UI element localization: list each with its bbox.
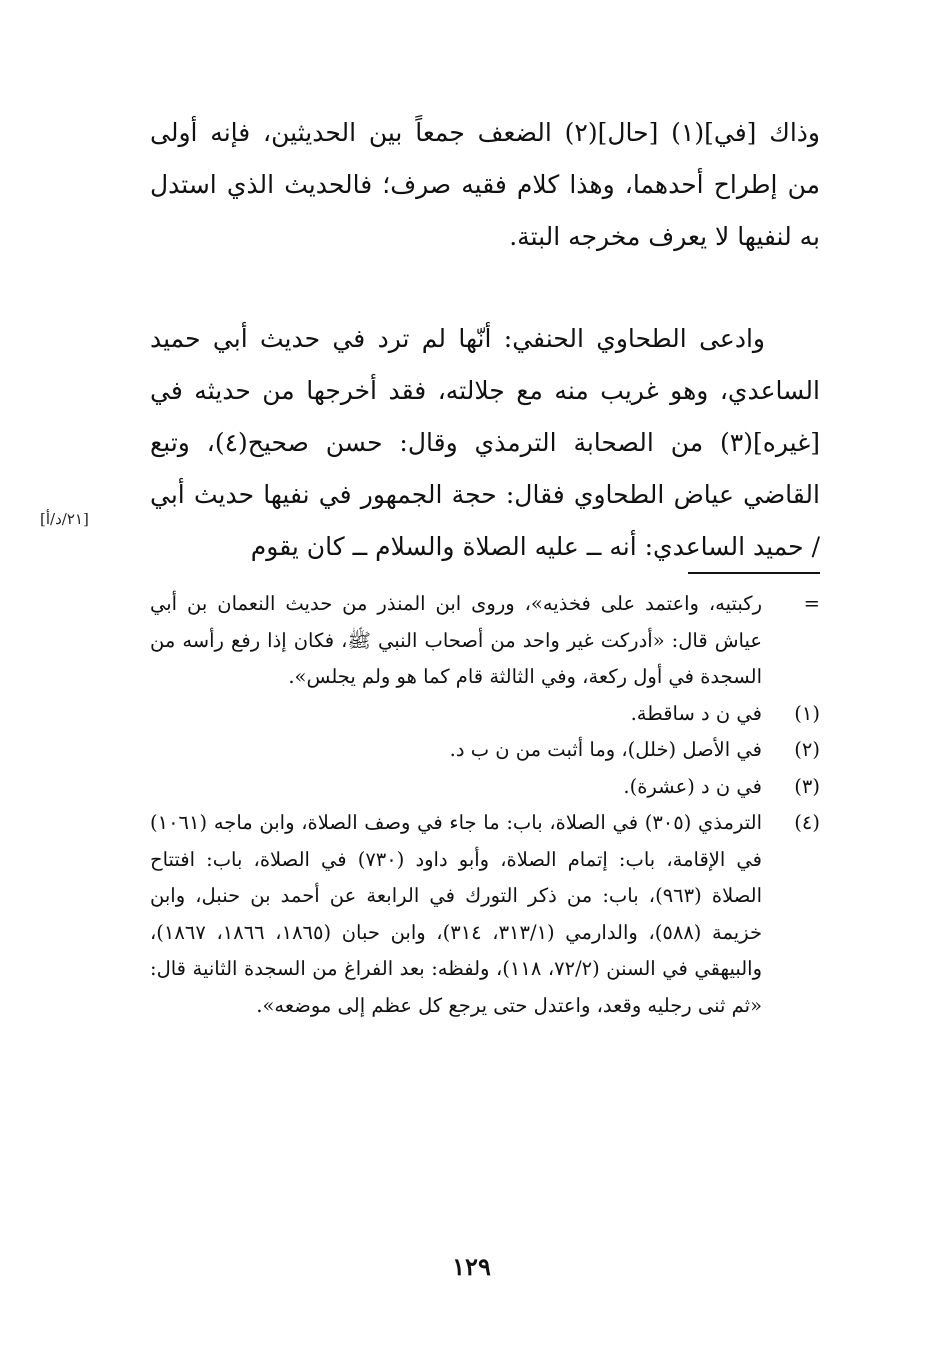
manuscript-page-reference: [٢١/د/أ] <box>40 510 89 528</box>
footnote-text: في الأصل (خلل)، وما أثبت من ن ب د. <box>449 738 762 761</box>
footnote-4 <box>150 805 820 1024</box>
footnote-number: (٢) <box>794 738 820 761</box>
footnote-number: (٣) <box>794 774 820 798</box>
footnote-text: في ن د (عشرة). <box>623 774 762 798</box>
footnote-continuation-text: ركبتيه، واعتمد على فخذيه»، وروى ابن المنذر من حديث النعمان بن أبي عياش قال: «أدركت غير واحد من أصحاب النبي ﷺ، فكان إذا رفع رأسه من السجدة في أول ركعة، وفي الثالثة قام كما هو ولم يجلس». <box>150 592 762 688</box>
page-number: ١٢٩ <box>452 1252 491 1281</box>
footnote-continuation <box>150 586 820 696</box>
footnote-3 <box>150 769 820 806</box>
footnote-1 <box>150 696 820 733</box>
paragraph-1: وذاك [في](١) [حال](٢) الضعف جمعاً بين الحديثين، فإنه أولى من إطراح أحدهما، وهذا كلام فقيه صرف؛ فالحديث الذي استدل به لنفيها لا يعرف مخرجه البتة. <box>150 118 820 251</box>
footnote-text: في ن د ساقطة. <box>630 701 762 725</box>
footnote-number: (٤) <box>794 811 820 834</box>
footnote-2 <box>150 732 820 769</box>
footnote-text: الترمذي (٣٠٥) في الصلاة، باب: ما جاء في وصف الصلاة، وابن ماجه (١٠٦١) في الإقامة، باب: إتمام الصلاة، وأبو داود (٧٣٠) في الصلاة، باب: افتتاح الصلاة (٩٦٣)، باب: من ذكر التورك في الرابعة عن أحمد بن حنبل، وابن خزيمة (٥٨٨)، والدارمي (٣١٣/١، ٣١٤)، وابن حبان (١٨٦٥، ١٨٦٦، ١٨٦٧)، والبيهقي في السنن (٧٢/٢، ١١٨)، ولفظه: بعد الفراغ من السجدة الثانية قال: «ثم ثنى رجليه وقعد، واعتدل حتى يرجع كل عظم إلى موضعه». <box>150 811 763 1017</box>
footnote-separator <box>688 572 820 574</box>
paragraph-2: وادعى الطحاوي الحنفي: أنّها لم ترد في حديث أبي حميد الساعدي، وهو غريب منه مع جلالته، فقد أخرجها من حديثه في [غيره](٣) من الصحابة الترمذي وقال: حسن صحيح(٤)، وتبع القاضي عياض الطحاوي فقال: حجة الجمهور في نفيها حديث أبي / حميد الساعدي: أنه ــ عليه الصلاة والسلام ــ كان يقوم <box>150 324 820 561</box>
footnotes <box>150 586 820 1024</box>
footnote-number: (١) <box>794 701 820 725</box>
footnote-continuation-mark: = <box>803 592 820 615</box>
main-text <box>150 107 820 573</box>
